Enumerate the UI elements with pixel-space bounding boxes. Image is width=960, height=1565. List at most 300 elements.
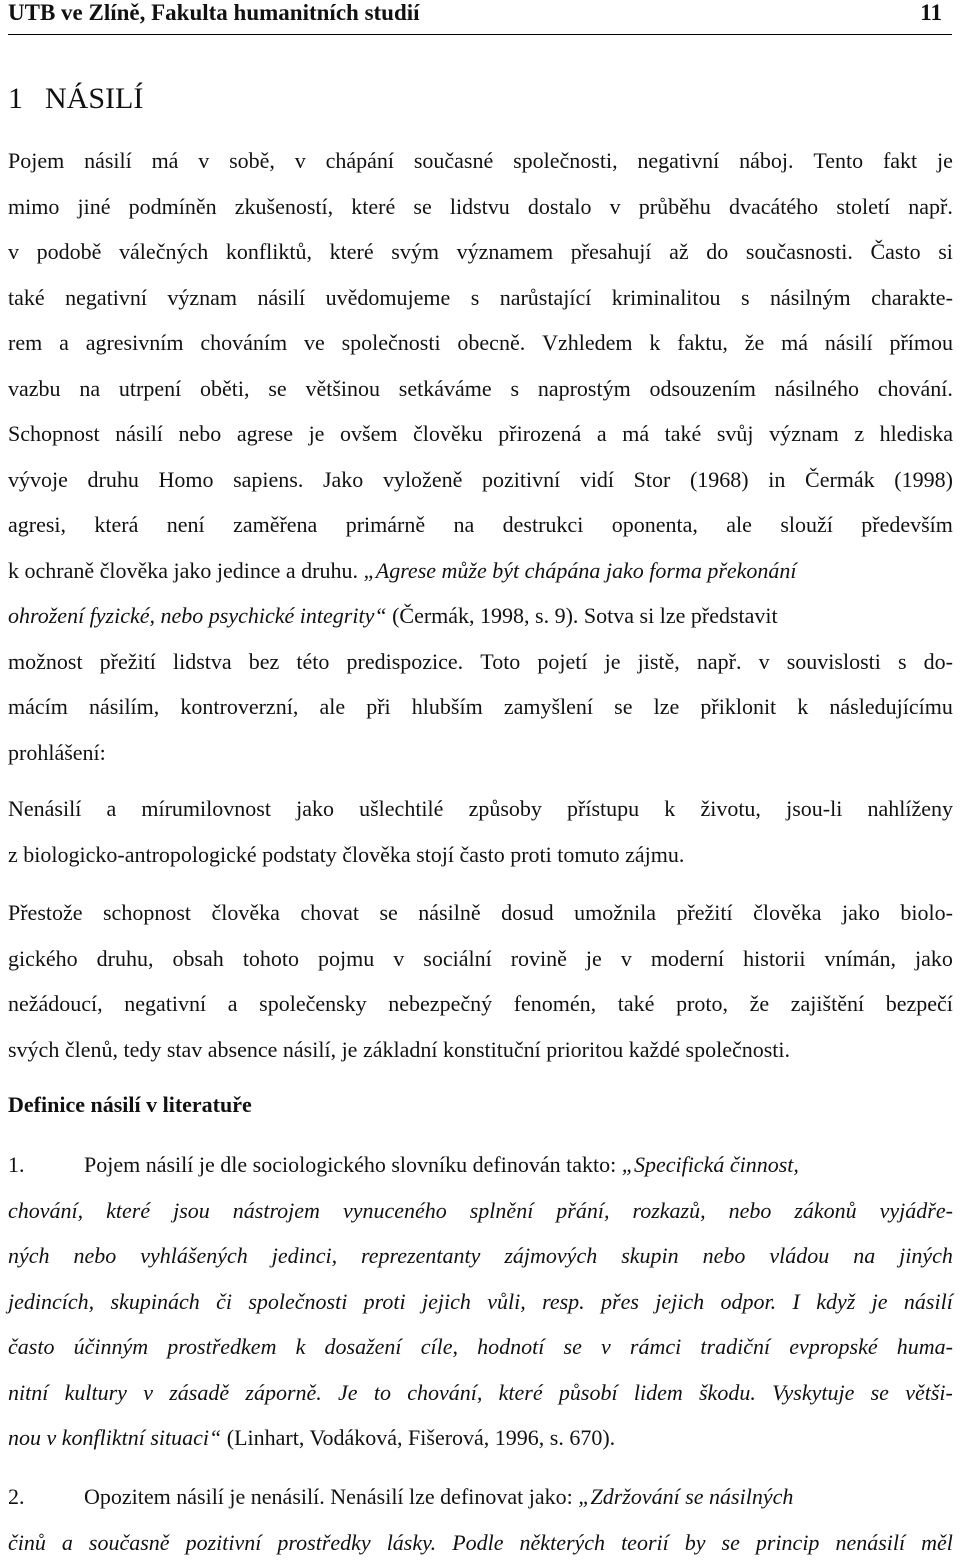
word: chování. xyxy=(878,366,953,412)
word: že xyxy=(750,981,770,1027)
text-line xyxy=(8,229,953,275)
word: Tento xyxy=(813,138,863,184)
word: zájmových xyxy=(504,1233,597,1279)
word: obsah xyxy=(172,936,223,982)
word: často xyxy=(8,1324,54,1370)
quote: „Specifická činnost, xyxy=(622,1152,799,1177)
text-line xyxy=(8,786,953,832)
word: do xyxy=(706,229,728,275)
word: náboj. xyxy=(739,138,793,184)
word: se xyxy=(379,890,397,936)
word: tohoto xyxy=(243,936,299,982)
page-header xyxy=(8,0,952,35)
word: oběti, xyxy=(200,366,250,412)
list-number: 1. xyxy=(8,1142,84,1188)
word: záporně. xyxy=(245,1370,321,1416)
word: s xyxy=(898,639,907,685)
word: umožnila xyxy=(574,890,656,936)
text-line xyxy=(8,981,953,1027)
word: a xyxy=(228,981,238,1027)
word: rem xyxy=(8,320,42,366)
word: ale xyxy=(726,502,752,548)
word: podobě xyxy=(37,229,102,275)
word: z xyxy=(854,411,864,457)
word: jistě, xyxy=(638,639,680,685)
word: přístupu xyxy=(567,786,639,832)
word: v xyxy=(621,936,632,982)
word: Jako xyxy=(323,457,363,503)
word: že xyxy=(745,320,765,366)
word: na xyxy=(853,1233,875,1279)
word: hlubším xyxy=(412,684,483,730)
quote: „Zdržování se násilných xyxy=(578,1484,793,1509)
word: se xyxy=(268,366,286,412)
text-line xyxy=(8,457,953,503)
word: utrpení xyxy=(119,366,181,412)
word: agresivním xyxy=(86,320,184,366)
word: Vzhledem xyxy=(542,320,632,366)
word: násilím, xyxy=(89,684,159,730)
word: by xyxy=(685,1520,706,1565)
word: s xyxy=(471,275,480,321)
word: vývoje xyxy=(8,457,68,503)
word: je xyxy=(937,138,953,184)
word: si xyxy=(938,229,953,275)
word: in xyxy=(768,457,785,503)
word: významem xyxy=(457,229,554,275)
word: zákonů xyxy=(794,1188,856,1234)
word: společnosti xyxy=(342,320,441,366)
word: společnosti, xyxy=(513,138,618,184)
word: proto, xyxy=(676,981,728,1027)
word: destrukci xyxy=(503,502,584,548)
word: Nenásilí xyxy=(8,786,81,832)
word: ušlechtilé xyxy=(359,786,443,832)
text-line: svých členů, tedy stav absence násilí, je základní konstituční prioritou každé společnosti. xyxy=(8,1027,953,1073)
word: sobě, xyxy=(229,138,275,184)
word: člověka xyxy=(211,890,279,936)
word: má xyxy=(781,320,808,366)
word: přirozená xyxy=(498,411,581,457)
page-number: 11 xyxy=(920,0,942,26)
word: kriminalitou xyxy=(612,275,721,321)
word: válečných xyxy=(119,229,208,275)
word: I xyxy=(793,1279,800,1325)
word: vůli, xyxy=(487,1279,526,1325)
word: negativní xyxy=(637,138,719,184)
word: životu, xyxy=(700,786,761,832)
word: člověku xyxy=(413,411,483,457)
word: proti xyxy=(364,1279,406,1325)
word: Schopnost xyxy=(8,411,100,457)
text-line xyxy=(8,1474,953,1520)
quote: „Agrese může být chápána jako forma překonání xyxy=(364,558,797,583)
word: na xyxy=(454,502,475,548)
word: sapiens. xyxy=(233,457,303,503)
word: prostředkem xyxy=(167,1324,276,1370)
word: jsou xyxy=(173,1188,210,1234)
word: např. xyxy=(697,639,742,685)
word: až xyxy=(669,229,689,275)
word: přání, xyxy=(556,1188,609,1234)
word: násilného xyxy=(775,366,859,412)
word: chování, xyxy=(8,1188,83,1234)
text-line xyxy=(8,684,953,730)
word: do- xyxy=(924,639,953,685)
word: způsoby xyxy=(469,786,542,832)
word: Je xyxy=(338,1370,358,1416)
word: následujícímu xyxy=(829,684,952,730)
word: faktu, xyxy=(677,320,728,366)
word: nebo xyxy=(703,1233,746,1279)
word: splnění xyxy=(470,1188,534,1234)
word: jiné xyxy=(77,184,110,230)
word: uvědomujeme xyxy=(326,275,451,321)
text-line xyxy=(8,320,953,366)
word: této xyxy=(296,639,329,685)
list-item-1 xyxy=(8,1142,953,1461)
word: především xyxy=(861,502,953,548)
text-line xyxy=(8,548,953,594)
word: násilí xyxy=(115,411,163,457)
list-number: 2. xyxy=(8,1474,84,1520)
word: chováním xyxy=(200,320,287,366)
word: ných xyxy=(8,1233,50,1279)
text-line xyxy=(8,1324,953,1370)
word: moderní xyxy=(651,936,724,982)
word: násilným xyxy=(770,275,851,321)
word: nenásilí xyxy=(835,1520,905,1565)
word: mácím xyxy=(8,684,68,730)
word: slouží xyxy=(780,502,833,548)
word: přesahují xyxy=(571,229,652,275)
word: Často xyxy=(870,229,920,275)
word: lze xyxy=(654,684,680,730)
word: v xyxy=(759,639,770,685)
word: které xyxy=(330,229,374,275)
word: činů xyxy=(8,1520,46,1565)
text-line xyxy=(8,1370,953,1416)
word: sociální xyxy=(423,936,491,982)
word: naprostým xyxy=(538,366,631,412)
word: nitní xyxy=(8,1370,48,1416)
word: je xyxy=(605,639,621,685)
word: význam xyxy=(167,275,237,321)
word: nežádoucí, xyxy=(8,981,103,1027)
text-line xyxy=(8,184,953,230)
word: většinou xyxy=(305,366,380,412)
word: negativní xyxy=(124,981,206,1027)
word: dosud xyxy=(501,890,554,936)
text-fragment: k ochraně člověka jako jedince a druhu. xyxy=(8,558,358,583)
word: násilí xyxy=(84,138,132,184)
word: vynuceného xyxy=(343,1188,447,1234)
word: ovšem xyxy=(340,411,397,457)
word: v xyxy=(8,229,19,275)
word: dosažení xyxy=(325,1324,402,1370)
word: k xyxy=(649,320,660,366)
word: se xyxy=(614,684,632,730)
word: např. xyxy=(908,184,953,230)
quote: ohrožení fyzické, nebo psychické integrity“ xyxy=(8,603,387,628)
word: násilně xyxy=(418,890,480,936)
word: bezpečí xyxy=(886,981,953,1027)
word: huma- xyxy=(897,1324,953,1370)
word: (1998) xyxy=(894,457,953,503)
word: jejich xyxy=(655,1279,704,1325)
word: rozkazů, xyxy=(632,1188,705,1234)
word: nebo xyxy=(74,1233,117,1279)
word: vazbu xyxy=(8,366,61,412)
word: význam xyxy=(769,411,839,457)
word: zkušeností, xyxy=(235,184,333,230)
word: také xyxy=(618,981,655,1027)
word: současně xyxy=(89,1520,170,1565)
word: pojetí xyxy=(537,639,587,685)
word: k xyxy=(296,1324,306,1370)
citation: (Čermák, 1998, s. 9). Sotva si lze představit xyxy=(387,603,778,628)
chapter-number: 1 xyxy=(8,82,23,115)
text-line: z biologicko-antropologické podstaty člověka stojí často proti tomuto zájmu. xyxy=(8,832,953,878)
word: bez xyxy=(249,639,280,685)
section-heading: Definice násilí v literatuře xyxy=(8,1092,252,1118)
paragraph-3 xyxy=(8,890,953,1072)
word: vyhlášených xyxy=(140,1233,248,1279)
word: k xyxy=(664,786,675,832)
word: nebo xyxy=(729,1188,772,1234)
word: teorií xyxy=(621,1520,669,1565)
word: vyloženě xyxy=(383,457,462,503)
text-line xyxy=(8,1520,953,1565)
word: možnost xyxy=(8,639,83,685)
word: kontroverzní, xyxy=(180,684,298,730)
word: v xyxy=(393,936,404,982)
word: souvislosti xyxy=(787,639,881,685)
list-item-2 xyxy=(8,1474,953,1565)
word: Podle xyxy=(452,1520,503,1565)
word: rovině xyxy=(511,936,567,982)
word: pozitivní xyxy=(186,1520,262,1565)
text-line: prohlášení: xyxy=(8,730,953,776)
word: je xyxy=(586,936,602,982)
word: lidstva xyxy=(173,639,232,685)
word: mírumilovnost xyxy=(141,786,271,832)
paragraph-1 xyxy=(8,138,953,775)
paragraph-2 xyxy=(8,786,953,877)
word: podmíněn xyxy=(129,184,217,230)
word: s xyxy=(510,366,519,412)
word: hlediska xyxy=(880,411,953,457)
quote: nou v konfliktní situaci“ xyxy=(8,1425,221,1450)
word: větši- xyxy=(905,1370,953,1416)
word: gického xyxy=(8,936,78,982)
word: Stor xyxy=(634,457,671,503)
word: v xyxy=(601,1324,611,1370)
word: setkáváme xyxy=(399,366,492,412)
word: Toto xyxy=(480,639,520,685)
word: rámci xyxy=(630,1324,681,1370)
word: vnímán, xyxy=(824,936,896,982)
word: k xyxy=(797,684,808,730)
word: pozitivní xyxy=(482,457,560,503)
word: se xyxy=(722,1520,740,1565)
word: současné xyxy=(414,138,493,184)
word: zásadě xyxy=(169,1370,229,1416)
word: (1968) xyxy=(690,457,749,503)
word: společnosti xyxy=(248,1279,347,1325)
word: skupinách xyxy=(111,1279,200,1325)
word: negativní xyxy=(65,275,147,321)
word: jako xyxy=(842,890,880,936)
text-fragment: Pojem násilí je dle sociologického slovníku definován takto: xyxy=(84,1152,622,1177)
word: chování, xyxy=(407,1370,482,1416)
text-line xyxy=(8,275,953,321)
word: má xyxy=(622,411,649,457)
word: tradiční xyxy=(700,1324,770,1370)
word: nebezpečný xyxy=(388,981,492,1027)
word: historii xyxy=(743,936,805,982)
word: ale xyxy=(319,684,345,730)
word: svůj xyxy=(717,411,754,457)
word: jako xyxy=(915,936,953,982)
word: chápání xyxy=(326,138,394,184)
word: mimo xyxy=(8,184,59,230)
word: současnosti. xyxy=(746,229,853,275)
word: či xyxy=(216,1279,232,1325)
word: agresi, xyxy=(8,502,66,548)
word: přežití xyxy=(100,639,156,685)
word: na xyxy=(79,366,100,412)
word: a xyxy=(59,320,69,366)
text-line xyxy=(8,593,953,639)
word: skupin xyxy=(621,1233,678,1279)
word: druhu, xyxy=(97,936,154,982)
word: násilí xyxy=(904,1279,953,1325)
word: v xyxy=(143,1370,153,1416)
word: chovat xyxy=(300,890,359,936)
word: Přestože xyxy=(8,890,83,936)
word: člověka xyxy=(753,890,821,936)
word: nahlíženy xyxy=(867,786,953,832)
word: cíle, xyxy=(421,1324,458,1370)
word: a xyxy=(62,1520,73,1565)
chapter-title: NÁSILÍ xyxy=(45,82,143,115)
chapter-heading xyxy=(8,82,143,116)
word: které xyxy=(106,1188,150,1234)
word: reprezentanty xyxy=(361,1233,480,1279)
text-fragment: Opozitem násilí je nenásilí. Nenásilí lze definovat jako: xyxy=(84,1484,578,1509)
word: druhu xyxy=(88,457,139,503)
word: je xyxy=(309,411,325,457)
word: zajištění xyxy=(791,981,864,1027)
word: také xyxy=(665,411,702,457)
word: se xyxy=(564,1324,582,1370)
word: se xyxy=(413,184,431,230)
word: společensky xyxy=(259,981,367,1027)
word: svým xyxy=(391,229,439,275)
word: s xyxy=(741,275,750,321)
word: má xyxy=(152,138,179,184)
word: když xyxy=(816,1279,855,1325)
text-line xyxy=(8,639,953,685)
word: zamyšlení xyxy=(504,684,593,730)
citation: (Linhart, Vodáková, Fišerová, 1996, s. 670). xyxy=(221,1425,615,1450)
word: narůstající xyxy=(500,275,592,321)
word: které xyxy=(499,1370,543,1416)
word: primárně xyxy=(346,502,425,548)
word: ve xyxy=(304,320,325,366)
word: odsouzením xyxy=(650,366,756,412)
word: lidstvu xyxy=(450,184,510,230)
word: a xyxy=(106,786,116,832)
word: fenomén, xyxy=(514,981,596,1027)
word: biolo- xyxy=(900,890,953,936)
word: přiklonit xyxy=(700,684,776,730)
word: která xyxy=(94,502,138,548)
word: průběhu xyxy=(639,184,711,230)
word: vidí xyxy=(580,457,614,503)
word: v xyxy=(295,138,306,184)
word: to xyxy=(374,1370,391,1416)
word: jako xyxy=(296,786,334,832)
text-line xyxy=(8,411,953,457)
text-line xyxy=(8,1142,953,1188)
word: jejich xyxy=(422,1279,471,1325)
word: evpropské xyxy=(789,1324,877,1370)
word: škodu. xyxy=(699,1370,756,1416)
word: jsou-li xyxy=(786,786,842,832)
header-title: UTB ve Zlíně, Fakulta humanitních studií xyxy=(8,0,420,26)
word: kultury xyxy=(65,1370,127,1416)
text-line xyxy=(8,366,953,412)
text-line xyxy=(8,890,953,936)
word: přes xyxy=(601,1279,639,1325)
word: přežití xyxy=(676,890,732,936)
word: které xyxy=(351,184,395,230)
word: lidem xyxy=(634,1370,683,1416)
word: prostředky xyxy=(277,1520,370,1565)
word: fakt xyxy=(883,138,917,184)
word: schopnost xyxy=(103,890,191,936)
word: účinným xyxy=(74,1324,149,1370)
word: některých xyxy=(520,1520,606,1565)
word: dvacátého xyxy=(729,184,818,230)
word: v xyxy=(610,184,621,230)
word: se xyxy=(871,1370,889,1416)
word: oponenta, xyxy=(612,502,698,548)
word: přímou xyxy=(889,320,953,366)
word: princip xyxy=(756,1520,820,1565)
word: není xyxy=(167,502,205,548)
word: odpor. xyxy=(721,1279,777,1325)
word: resp. xyxy=(542,1279,585,1325)
word: nebo xyxy=(178,411,221,457)
text-line xyxy=(8,936,953,982)
word: při xyxy=(366,684,390,730)
word: lásky. xyxy=(387,1520,437,1565)
word: také xyxy=(8,275,45,321)
word: charakte- xyxy=(871,275,953,321)
word: Vyskytuje xyxy=(772,1370,854,1416)
word: jedinci, xyxy=(272,1233,337,1279)
word: nástrojem xyxy=(233,1188,320,1234)
word: vládou xyxy=(769,1233,829,1279)
word: dostalo xyxy=(528,184,592,230)
word: konfliktů, xyxy=(226,229,312,275)
word: působí xyxy=(559,1370,618,1416)
text-line xyxy=(8,1279,953,1325)
word: v xyxy=(198,138,209,184)
